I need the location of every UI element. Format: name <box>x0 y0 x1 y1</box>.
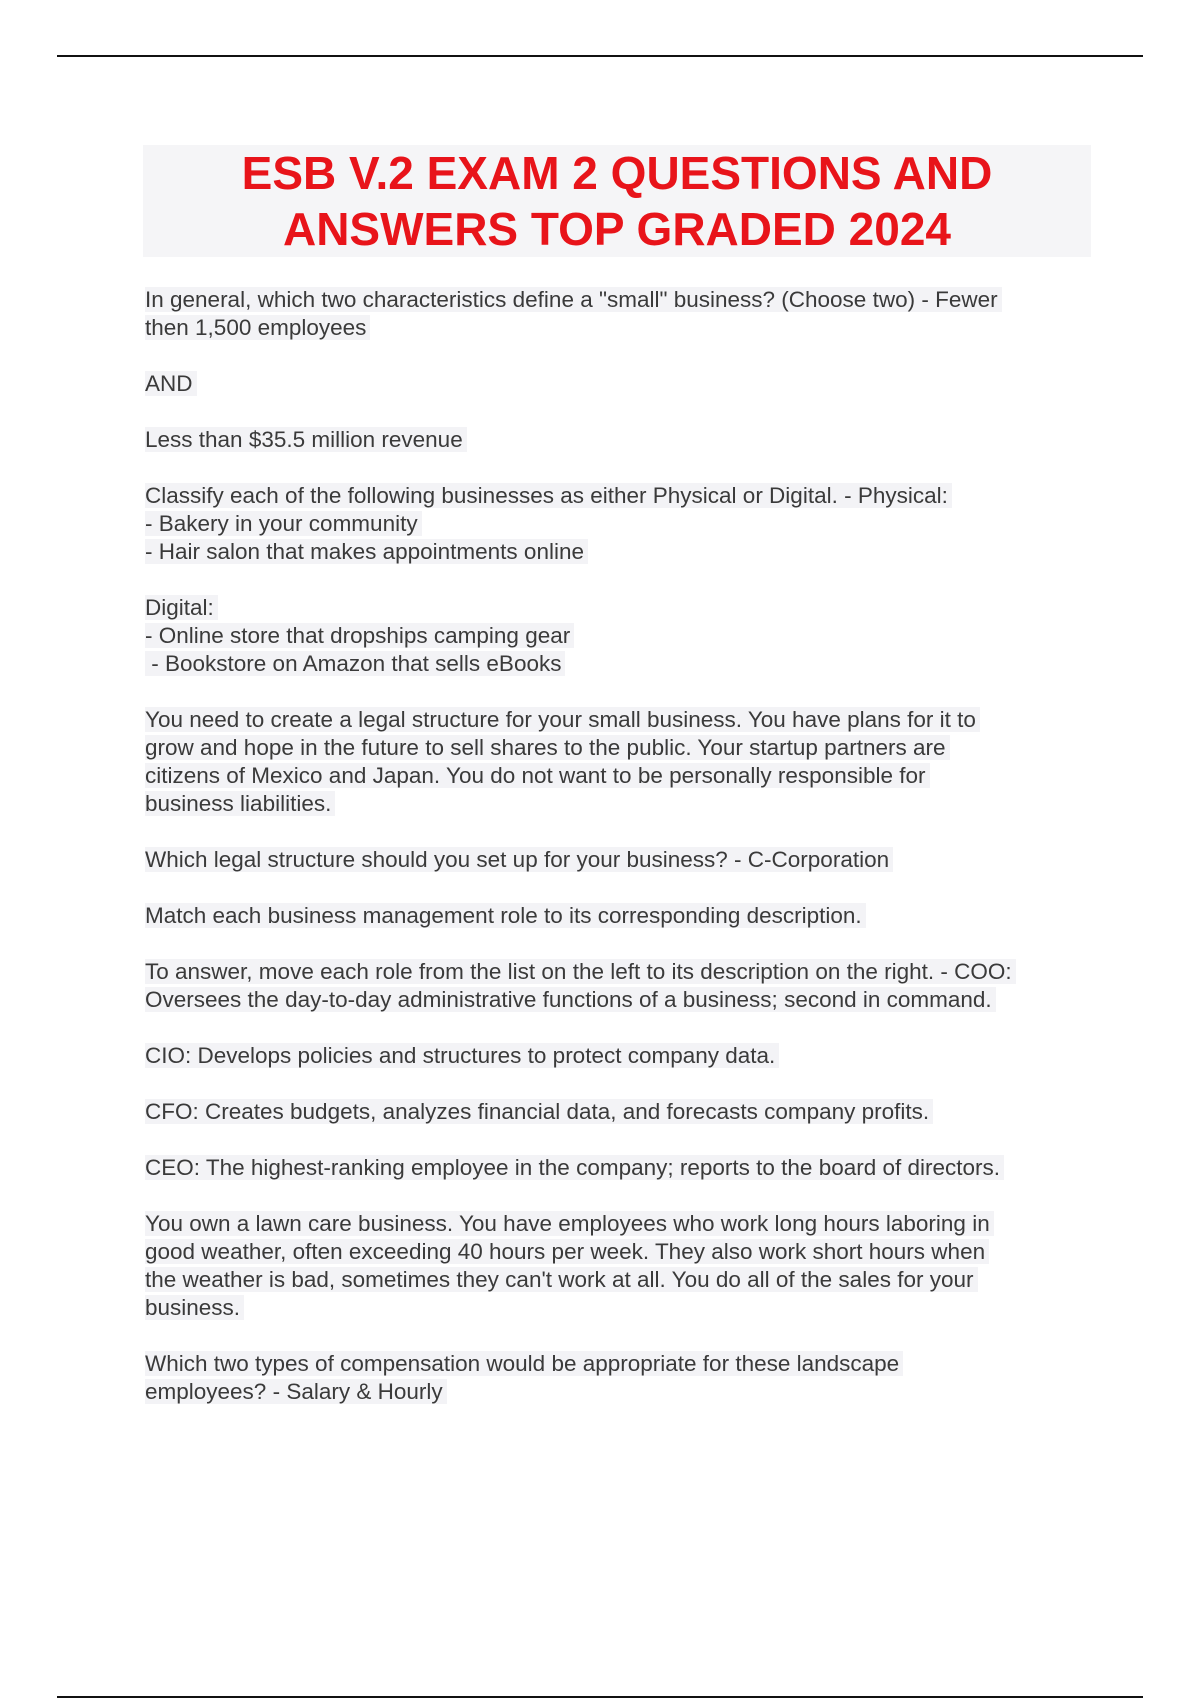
text-line-content: the weather is bad, sometimes they can't work at all. You do all of the sales for your <box>145 1267 978 1292</box>
text-line <box>145 1378 1095 1406</box>
title-banner <box>143 145 1091 257</box>
text-line-content: In general, which two characteristics define a "small" business? (Choose two) - Fewer <box>145 287 1002 312</box>
text-line-content: good weather, often exceeding 40 hours per week. They also work short hours when <box>145 1239 989 1264</box>
text-line <box>145 1266 1095 1294</box>
text-line-content: Which two types of compensation would be appropriate for these landscape <box>145 1351 903 1376</box>
text-line <box>145 1042 1095 1070</box>
qa-paragraph <box>145 1350 1095 1406</box>
text-line-content: CIO: Develops policies and structures to protect company data. <box>145 1043 779 1068</box>
text-line-content: Oversees the day-to-day administrative functions of a business; second in command. <box>145 987 996 1012</box>
top-divider <box>57 55 1143 57</box>
text-line <box>145 650 1095 678</box>
text-line-content: AND <box>145 371 197 396</box>
text-line-content: To answer, move each role from the list on the left to its description on the right. - COO: <box>145 959 1016 984</box>
text-line-content: You own a lawn care business. You have employees who work long hours laboring in <box>145 1211 994 1236</box>
text-line <box>145 986 1095 1014</box>
text-line-content: - Hair salon that makes appointments online <box>145 539 588 564</box>
qa-paragraph <box>145 286 1095 342</box>
text-line-content: CFO: Creates budgets, analyzes financial data, and forecasts company profits. <box>145 1099 933 1124</box>
title-line: ESB V.2 EXAM 2 QUESTIONS AND <box>241 147 993 199</box>
text-line <box>145 790 1095 818</box>
text-line-content: Digital: <box>145 595 218 620</box>
text-line <box>145 482 1095 510</box>
text-line <box>145 426 1095 454</box>
text-line-content: Classify each of the following businesses as either Physical or Digital. - Physical: <box>145 483 952 508</box>
qa-paragraph <box>145 902 1095 930</box>
text-line-content: Less than $35.5 million revenue <box>145 427 467 452</box>
text-line <box>145 734 1095 762</box>
qa-paragraph <box>145 594 1095 678</box>
title-line: ANSWERS TOP GRADED 2024 <box>282 203 952 255</box>
text-line-content: employees? - Salary & Hourly <box>145 1379 447 1404</box>
text-line-content: business. <box>145 1295 244 1320</box>
qa-paragraph <box>145 370 1095 398</box>
bottom-divider <box>57 1696 1143 1698</box>
qa-paragraph <box>145 846 1095 874</box>
text-line <box>145 762 1095 790</box>
text-line-content: CEO: The highest-ranking employee in the company; reports to the board of directors. <box>145 1155 1004 1180</box>
qa-paragraph <box>145 482 1095 566</box>
text-line <box>145 314 1095 342</box>
text-line <box>145 1210 1095 1238</box>
text-line <box>145 1350 1095 1378</box>
text-line <box>145 286 1095 314</box>
text-line <box>145 958 1095 986</box>
text-line-content: You need to create a legal structure for your small business. You have plans for it to <box>145 707 980 732</box>
document-body <box>145 286 1095 1434</box>
text-line <box>145 846 1095 874</box>
qa-paragraph <box>145 1098 1095 1126</box>
text-line-content: citizens of Mexico and Japan. You do not want to be personally responsible for <box>145 763 930 788</box>
text-line <box>145 1294 1095 1322</box>
qa-paragraph <box>145 1154 1095 1182</box>
text-line <box>145 538 1095 566</box>
text-line <box>145 594 1095 622</box>
qa-paragraph <box>145 706 1095 818</box>
text-line <box>145 622 1095 650</box>
text-line <box>145 1238 1095 1266</box>
text-line-content: - Bookstore on Amazon that sells eBooks <box>145 651 565 676</box>
text-line-content: business liabilities. <box>145 791 335 816</box>
qa-paragraph <box>145 1042 1095 1070</box>
text-line-content: - Online store that dropships camping gear <box>145 623 574 648</box>
qa-paragraph <box>145 426 1095 454</box>
text-line-content: - Bakery in your community <box>145 511 422 536</box>
text-line <box>145 370 1095 398</box>
text-line-content: then 1,500 employees <box>145 315 370 340</box>
text-line <box>145 1098 1095 1126</box>
qa-paragraph <box>145 1210 1095 1322</box>
text-line <box>145 510 1095 538</box>
text-line <box>145 706 1095 734</box>
text-line-content: Which legal structure should you set up for your business? - C-Corporation <box>145 847 893 872</box>
text-line-content: Match each business management role to its corresponding description. <box>145 903 866 928</box>
text-line <box>145 1154 1095 1182</box>
text-line-content: grow and hope in the future to sell shares to the public. Your startup partners are <box>145 735 950 760</box>
text-line <box>145 902 1095 930</box>
qa-paragraph <box>145 958 1095 1014</box>
document-title <box>242 145 993 257</box>
